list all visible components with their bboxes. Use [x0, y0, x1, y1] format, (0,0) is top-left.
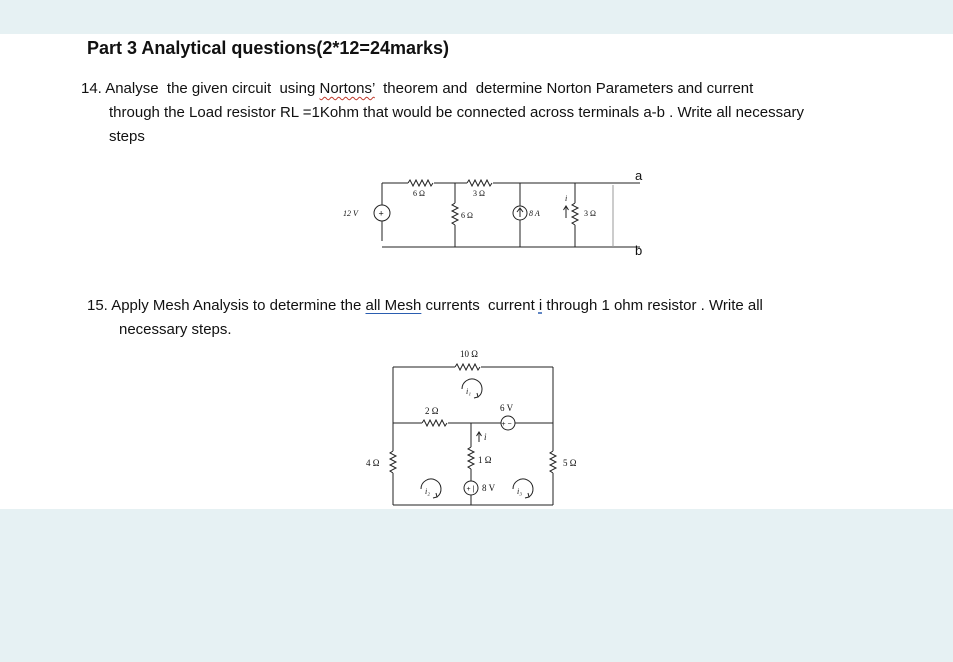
c2-label-10ohm: 10 Ω	[460, 349, 478, 359]
resistor-1ohm	[468, 447, 474, 469]
q14-line3: steps	[109, 128, 145, 145]
question-15	[87, 294, 887, 342]
top-margin	[0, 0, 953, 34]
c2-label-i: i	[484, 432, 487, 442]
c1-label-6ohm-mid: 6 Ω	[461, 211, 473, 220]
question-14	[81, 77, 887, 149]
q15-number: 15.	[87, 297, 108, 314]
svg-text:+: +	[378, 208, 384, 219]
resistor-6ohm-top	[408, 180, 433, 186]
q14-line1-a: Analyse the given circuit using	[105, 80, 320, 97]
q15-line1-c: currents current	[421, 297, 539, 314]
q15-line2: necessary steps.	[119, 321, 232, 338]
c2-label-8v: 8 V	[482, 483, 496, 493]
c1-label-12v: 12 V	[343, 209, 358, 218]
q14-line1-c: theorem and determine Norton Parameters and current	[374, 80, 754, 97]
q15-current-i[interactable]: i	[538, 297, 543, 314]
resistor-4ohm	[390, 451, 396, 473]
mesh-current-1	[462, 379, 482, 398]
norton-circuit-diagram	[330, 169, 660, 264]
c1-label-8a: 8 A	[529, 209, 540, 218]
c2-label-6v: 6 V	[500, 403, 514, 413]
svg-text:+ |: + |	[466, 486, 475, 493]
c1-label-i: i	[565, 194, 568, 203]
c1-label-3ohm-right: 3 Ω	[584, 209, 596, 218]
bottom-margin	[0, 509, 953, 662]
c2-label-mesh2: i₂	[425, 487, 431, 496]
q15-line1-a: Apply Mesh Analysis to determine the	[111, 297, 366, 314]
q15-line1-e: through 1 ohm resistor . Write all	[542, 297, 763, 314]
resistor-6ohm-vertical	[452, 203, 458, 225]
mesh-current-3	[513, 479, 533, 498]
q14-number: 14.	[81, 80, 102, 97]
svg-text:+ −: + −	[501, 421, 512, 428]
resistor-5ohm	[550, 451, 556, 473]
terminal-b: b	[635, 243, 643, 258]
c2-label-5ohm: 5 Ω	[563, 458, 577, 468]
document-page	[0, 34, 953, 509]
c2-label-1ohm: 1 Ω	[478, 455, 492, 465]
c2-label-2ohm: 2 Ω	[425, 406, 439, 416]
q14-spell-flag[interactable]: Nortons’	[319, 80, 375, 97]
c2-label-mesh1: i₁	[466, 387, 472, 396]
c2-label-mesh3: i₃	[517, 487, 523, 496]
resistor-3ohm-right	[572, 203, 578, 225]
c1-label-6ohm-top: 6 Ω	[413, 189, 425, 198]
mesh-current-2	[421, 479, 441, 498]
resistor-2ohm	[422, 420, 447, 426]
section-heading: Part 3 Analytical questions(2*12=24marks)	[87, 38, 450, 58]
terminal-a: a	[635, 169, 643, 183]
c2-label-4ohm: 4 Ω	[366, 458, 380, 468]
resistor-10ohm	[455, 364, 480, 370]
c1-label-3ohm-top: 3 Ω	[473, 189, 485, 198]
q14-line2: through the Load resistor RL =1Kohm that would be connected across terminals a-b . Write all necessary	[109, 104, 804, 121]
q15-link-mesh[interactable]: all Mesh	[365, 297, 422, 314]
mesh-circuit-diagram	[360, 339, 600, 509]
resistor-3ohm-top	[467, 180, 492, 186]
